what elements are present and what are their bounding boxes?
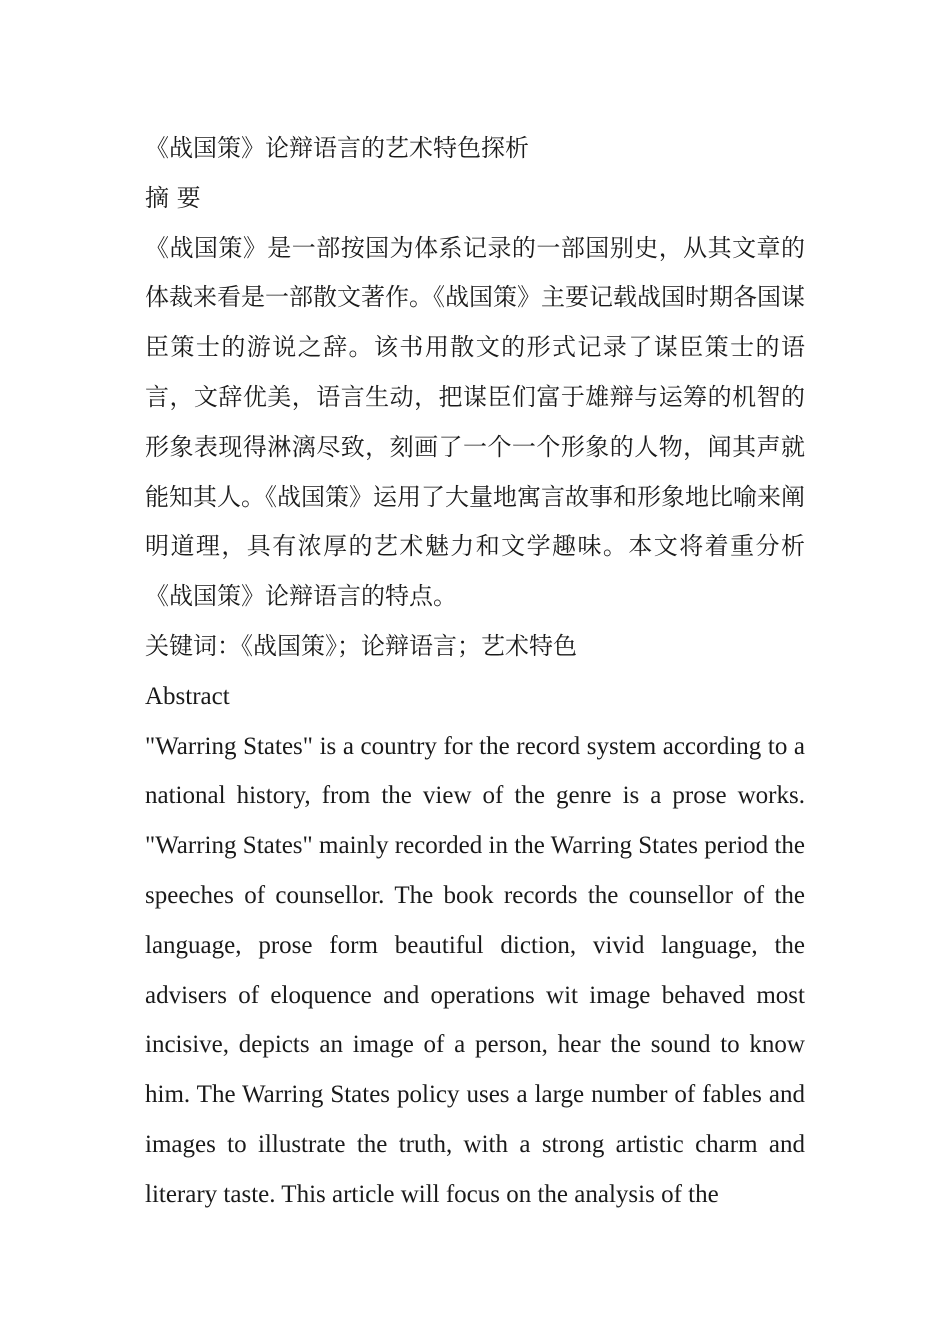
keywords-line: 关键词：《战国策》；论辩语言；艺术特色 [145, 631, 577, 660]
abstract-en-paragraph: "Warring States" is a country for the record system according to a national history, from the view of the genre is a prose works. "Warring States" mainly recorded in the Warring States period the speeches of counsellor. The book records the counsellor of the language, prose form beautiful diction, vivid language, the advisers of eloquence and operations wit image behaved most incisive, depicts an image of a person, hear the sound to know him. The Warring States policy uses a large number of fables and images to illustrate the truth, with a strong artistic charm and literary taste. This article will focus on the analysis of the [145, 732, 805, 1208]
document-title: 《战国策》论辩语言的艺术特色探析 [145, 134, 529, 162]
abstract-heading-zh: 摘 要 [145, 183, 201, 212]
abstract-zh-paragraph: 《战国策》是一部按国为体系记录的一部国别史，从其文章的体裁来看是一部散文著作。《战国策》主要记载战国时期各国谋臣策士的游说之辞。该书用散文的形式记录了谋臣策士的语言，文辞优美，语言生动，把谋臣们富于雄辩与运筹的机智的形象表现得淋漓尽致，刻画了一个一个形象的人物，闻其声就能知其人。《战国策》运用了大量地寓言故事和形象地比喻来阐明道理，具有浓厚的艺术魅力和文学趣味。本文将着重分析《战国策》论辩语言的特点。 [145, 233, 805, 611]
document-body [145, 124, 805, 1220]
abstract-heading-en: Abstract [145, 682, 230, 710]
